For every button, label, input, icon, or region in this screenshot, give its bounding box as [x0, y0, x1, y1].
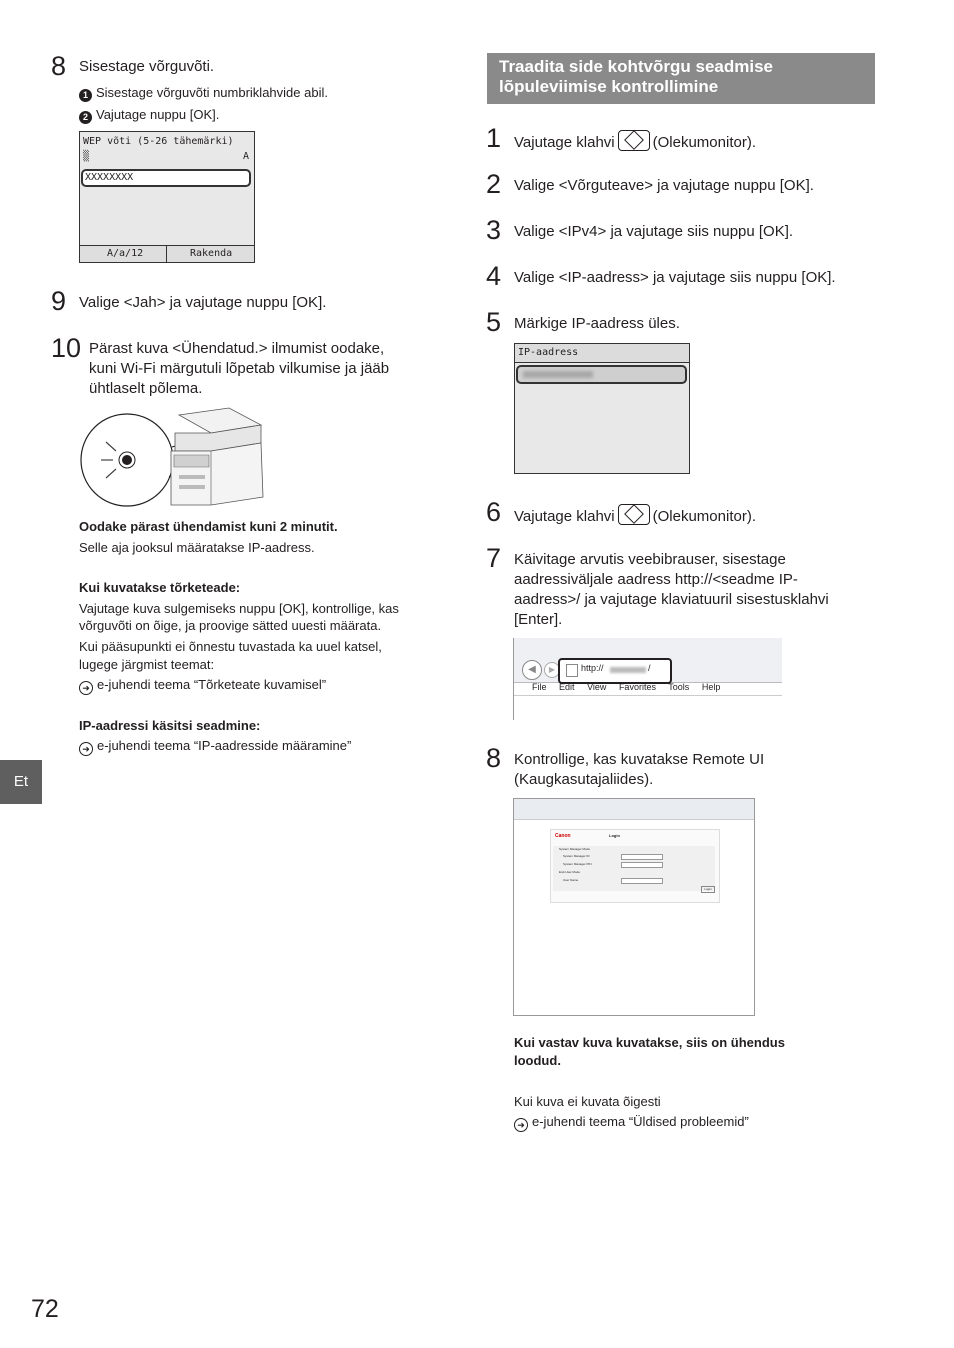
menu-help[interactable]: Help — [701, 682, 721, 692]
remote-ui-login-panel — [550, 829, 720, 903]
r-step-1-text: Vajutage klahvi (Olekumonitor). — [514, 130, 756, 153]
url-end: / — [648, 663, 651, 673]
arrow-right-icon: ➜ — [79, 681, 93, 695]
error-line4: lugege järgmist teemat: — [79, 657, 215, 672]
r-step-4-number: 4 — [486, 261, 502, 291]
wep-key-value: XXXXXXXX — [85, 172, 134, 183]
r-step-3-text: Valige <IPv4> ja vajutage siis nuppu [OK]. — [514, 223, 794, 240]
r-step-7-line2: aadressiväljale aadress http://<seadme IP- — [514, 571, 798, 588]
menu-file[interactable]: File — [532, 682, 547, 692]
forward-icon[interactable]: ▶ — [544, 662, 560, 678]
r-step-6-number: 6 — [486, 497, 502, 527]
r-step-8-line1: Kontrollige, kas kuvatakse Remote UI — [514, 751, 765, 768]
r-step-7-line3: aadress>/ ja vajutage klaviatuuril sisestusklahvi — [514, 591, 829, 608]
step-10-line1: Pärast kuva <Ühendatud.> ilmumist oodake, — [89, 340, 385, 357]
back-icon[interactable]: ◀ — [522, 660, 542, 680]
r-step-5-number: 5 — [486, 307, 502, 337]
r-step-6-text: Vajutage klahvi (Olekumonitor). — [514, 504, 756, 527]
menu-tools[interactable]: Tools — [668, 682, 690, 692]
end-user-mode-option[interactable]: End-User Mode — [559, 870, 581, 874]
system-manager-id-input[interactable] — [621, 854, 663, 860]
page-number: 72 — [31, 1295, 59, 1323]
r-step-5-text: Märkige IP-aadress üles. — [514, 315, 680, 332]
menu-favorites[interactable]: Favorites — [618, 682, 656, 692]
step-8-number: 8 — [51, 51, 67, 81]
login-button[interactable]: Login — [701, 886, 715, 893]
section-heading-line1: Traadita side kohtvõrgu seadmise — [499, 57, 773, 76]
lcd-ip-address-screen — [514, 343, 690, 474]
r-step-7-line4: [Enter]. — [514, 611, 563, 628]
menu-view[interactable]: View — [587, 682, 607, 692]
r-step-2-number: 2 — [486, 169, 502, 199]
system-manager-pin-label: System Manager PIN — [563, 862, 592, 866]
r-step-7-line1: Käivitage arvutis veebibrauser, sisestage — [514, 551, 786, 568]
error-title: Kui kuvatakse tõrketeade: — [79, 580, 241, 595]
step-10-line3: ühtlaselt põlema. — [89, 380, 203, 397]
error-reference: ➜ e-juhendi teema “Tõrketeate kuvamisel” — [79, 676, 326, 695]
r-step-4-text: Valige <IP-aadress> ja vajutage siis nuppu [OK]. — [514, 269, 836, 286]
fail-text: Kui kuva ei kuvata õigesti — [514, 1094, 661, 1109]
system-manager-pin-input[interactable] — [621, 862, 663, 868]
blurred-ip — [610, 667, 646, 673]
user-name-input[interactable] — [621, 878, 663, 884]
wait-title: Oodake pärast ühendamist kuni 2 minutit. — [79, 519, 338, 534]
section-heading-line2: lõpuleviimise kontrollimine — [499, 77, 719, 96]
menu-edit[interactable]: Edit — [559, 682, 575, 692]
system-manager-id-label: System Manager ID — [563, 854, 590, 858]
remote-ui-login-screenshot — [513, 798, 755, 1016]
lcd-title: WEP võti (5-26 tähemärki) — [83, 136, 234, 147]
r-step-3-number: 3 — [486, 215, 502, 245]
browser-address-bar-illustration — [513, 638, 782, 720]
lcd-ip-title: IP-aadress — [518, 347, 579, 358]
step-10-line2: kuni Wi-Fi märgutuli lõpetab vilkumise ja jääb — [89, 360, 390, 377]
blurred-ip-value — [523, 371, 593, 378]
system-manager-mode-option[interactable]: System Manager Mode — [559, 847, 591, 851]
language-tab: Et — [0, 760, 42, 804]
step-8-text: Sisestage võrguvõti. — [79, 58, 215, 75]
arrow-right-icon: ➜ — [79, 742, 93, 756]
r-step-2-text: Valige <Võrguteave> ja vajutage nuppu [OK]. — [514, 177, 814, 194]
ok-line2: loodud. — [514, 1053, 561, 1068]
r-step-7-number: 7 — [486, 543, 502, 573]
browser-menu-bar — [532, 682, 720, 692]
section-heading — [487, 53, 875, 104]
wait-text: Selle aja jooksul määratakse IP-aadress. — [79, 540, 315, 555]
printer-wifi-led-illustration — [79, 405, 269, 508]
lcd-softkey-input-mode[interactable]: A/a/12 — [107, 248, 144, 259]
error-line3: Kui pääsupunkti ei õnnestu tuvastada ka uuel katsel, — [79, 639, 382, 654]
fail-reference: ➜ e-juhendi teema “Üldised probleemid” — [514, 1113, 749, 1132]
lcd-input-mode: A — [242, 151, 249, 162]
step-9-number: 9 — [51, 286, 67, 316]
page-icon — [566, 664, 578, 677]
status-monitor-key-icon — [618, 130, 650, 151]
r-step-8-number: 8 — [486, 743, 502, 773]
step-8-sub1: 1 Sisestage võrguvõti numbriklahvide abil. — [79, 84, 328, 102]
error-line1: Vajutage kuva sulgemiseks nuppu [OK], kontrollige, kas — [79, 601, 399, 616]
step-8-sub2: 2 Vajutage nuppu [OK]. — [79, 106, 219, 124]
ip-manual-reference: ➜ e-juhendi teema “IP-aadresside määramine” — [79, 737, 351, 756]
wep-key-field[interactable] — [81, 169, 251, 187]
step-9-text: Valige <Jah> ja vajutage nuppu [OK]. — [79, 294, 327, 311]
user-name-label: User Name — [563, 878, 579, 882]
canon-logo: Canon — [555, 833, 571, 839]
ip-manual-title: IP-aadressi käsitsi seadmine: — [79, 718, 261, 733]
r-step-1-number: 1 — [486, 123, 502, 153]
lcd-wep-key-screen — [79, 131, 255, 263]
step-10-number: 10 — [51, 333, 82, 363]
wifi-icon: ▒ — [83, 151, 90, 162]
login-heading: Login — [609, 833, 620, 838]
ip-address-field[interactable] — [516, 365, 687, 384]
arrow-right-icon: ➜ — [514, 1118, 528, 1132]
url-text: http:// — [581, 663, 604, 673]
error-line2: võrguvõti on õige, ja proovige sätted uuesti määrata. — [79, 618, 382, 633]
r-step-8-line2: (Kaugkasutajaliides). — [514, 771, 654, 788]
lcd-softkey-bar — [80, 245, 254, 262]
status-monitor-key-icon — [618, 504, 650, 525]
lcd-softkey-apply[interactable]: Rakenda — [190, 248, 233, 259]
ok-line1: Kui vastav kuva kuvatakse, siis on ühendus — [514, 1035, 785, 1050]
address-bar[interactable] — [558, 658, 672, 684]
